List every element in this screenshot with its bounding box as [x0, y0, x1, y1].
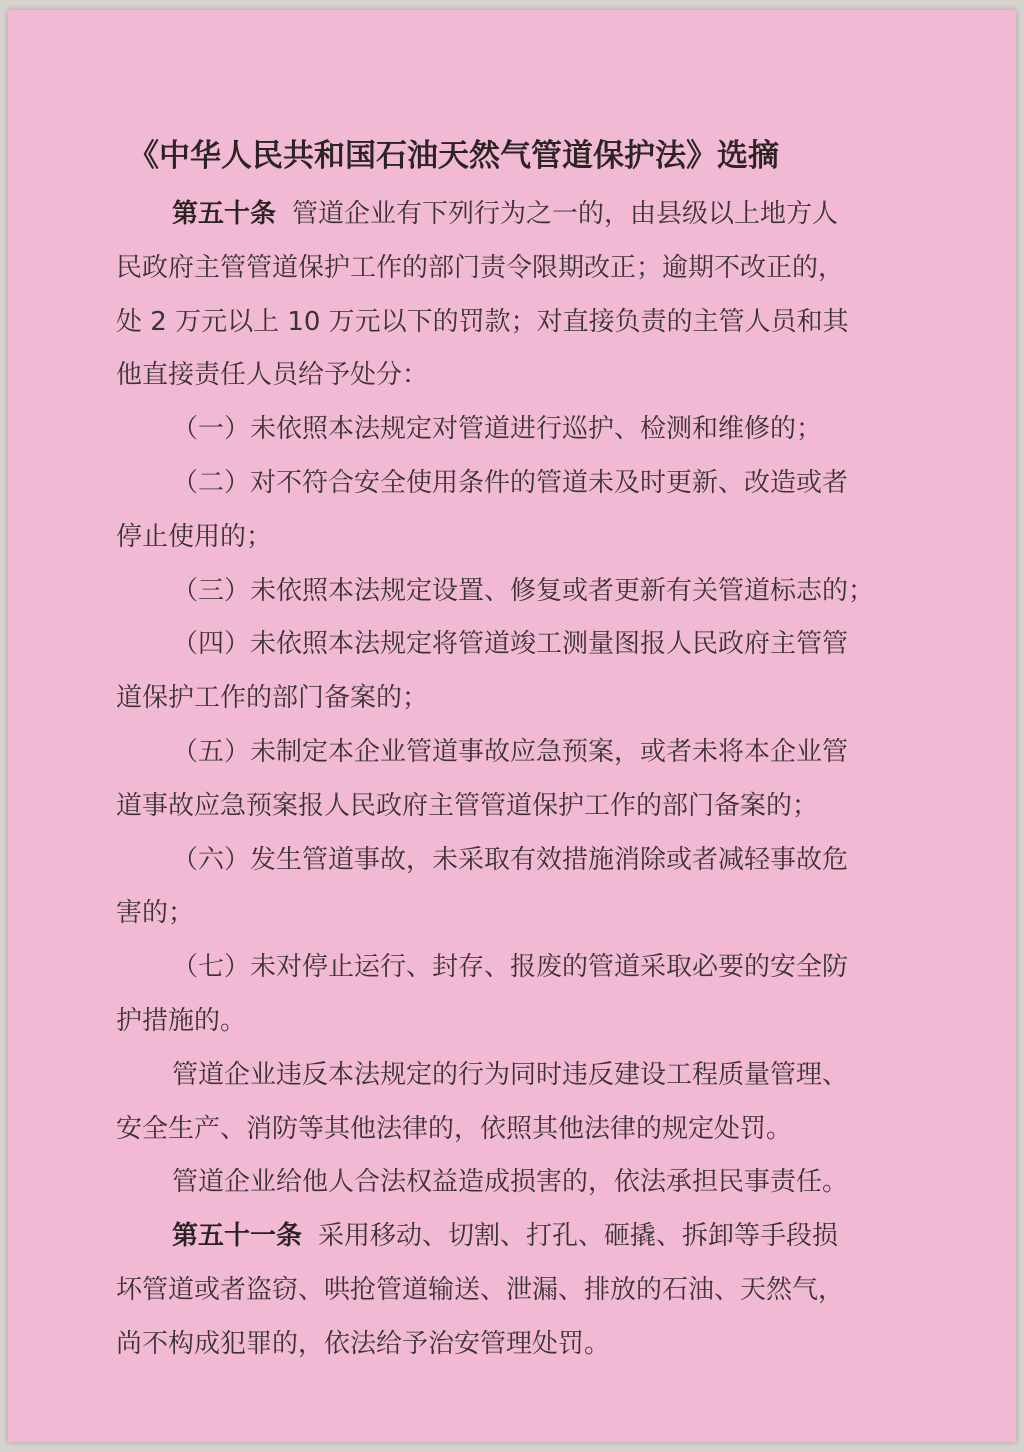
text-line: （三）未依照本法规定设置、修复或者更新有关管道标志的；	[172, 575, 875, 606]
text-line: （七）未对停止运行、封存、报废的管道采取必要的安全防	[172, 952, 849, 983]
text-line: （六）发生管道事故，未采取有效措施消除或者减轻事故危	[172, 844, 849, 875]
text-line: 管道企业给他人合法权益造成损害的，依法承担民事责任。	[172, 1167, 849, 1198]
text-line: （四）未依照本法规定将管道竣工测量图报人民政府主管管	[172, 629, 849, 660]
text-line: （二）对不符合安全使用条件的管道未及时更新、改造或者	[172, 467, 849, 498]
article-51-label: 第五十一条	[172, 1221, 303, 1252]
text-line: 护措施的。	[116, 1005, 247, 1036]
document-title: 《中华人民共和国石油天然气管道保护法》选摘	[128, 138, 779, 174]
text-line: 处 2 万元以上 10 万元以下的罚款；对直接负责的主管人员和其	[116, 306, 849, 337]
text-line: 安全生产、消防等其他法律的，依照其他法律的规定处罚。	[116, 1113, 793, 1144]
text-line: 尚不构成犯罪的，依法给予治安管理处罚。	[116, 1328, 611, 1359]
text-line: 民政府主管管道保护工作的部门责令限期改正；逾期不改正的，	[116, 252, 845, 283]
text-line-content: 采用移动、切割、打孔、砸撬、拆卸等手段损	[318, 1221, 839, 1252]
text-line	[116, 188, 916, 242]
text-line	[116, 1210, 916, 1264]
document-page	[8, 10, 1016, 1442]
text-line: （一）未依照本法规定对管道进行巡护、检测和维修的；	[172, 414, 823, 445]
text-line: 害的；	[116, 898, 195, 929]
text-line: 坏管道或者盗窃、哄抢管道输送、泄漏、排放的石油、天然气，	[116, 1274, 845, 1305]
text-line: 停止使用的；	[116, 521, 273, 552]
text-line: 管道企业违反本法规定的行为同时违反建设工程质量管理、	[172, 1059, 849, 1090]
text-line: 道事故应急预案报人民政府主管管道保护工作的部门备案的；	[116, 790, 819, 821]
text-line: 道保护工作的部门备案的；	[116, 683, 429, 714]
text-line-content: 管道企业有下列行为之一的，由县级以上地方人	[292, 199, 839, 229]
article-50-label: 第五十条	[172, 199, 277, 229]
text-line: （五）未制定本企业管道事故应急预案，或者未将本企业管	[172, 736, 849, 767]
document-body	[116, 188, 916, 1372]
text-line: 他直接责任人员给予处分：	[116, 360, 429, 391]
